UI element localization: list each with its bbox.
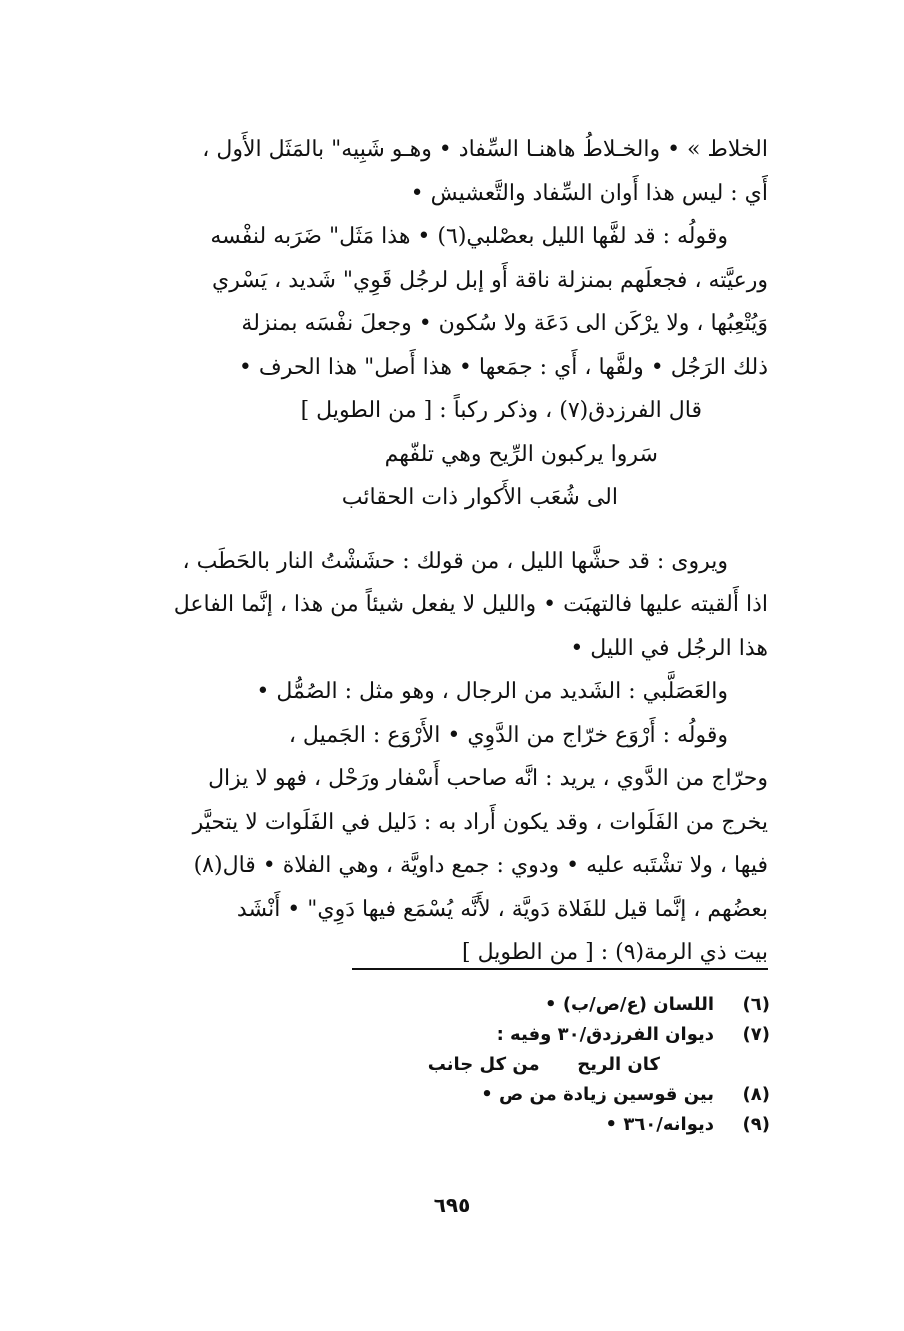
text-line: ذلك الرَجُل • ولفَّها ، أَي : جمَعها • هذا أَصل" هذا الحرف •: [238, 354, 768, 380]
text-line: وقولُه : أَرْوَع خرّاج من الدَّوِي • الأَرْوَع : الجَميل ،: [288, 722, 728, 748]
footnote: [200, 1080, 770, 1110]
verse-intro-line: قال الفرزدق(٧) ، وذكر ركباً : [ من الطويل ]: [300, 398, 702, 423]
footnote: [200, 1020, 770, 1050]
text-line: فيها ، ولا تشْتَبه عليه • ودوي : جمع داويَّة ، وهي الفلاة • قال(٨): [193, 853, 768, 878]
footnote-text: بين قوسين زيادة من ص •: [481, 1084, 714, 1105]
text-line: الخلاط » • والخـلاطُ هاهنـا السِّفاد • وهـو شَبِيه" بالمَثَل الأَول ،: [202, 137, 768, 162]
footnote-continuation: [200, 1050, 770, 1080]
footnote-number: (٧): [742, 1024, 770, 1045]
page-number: ٦٩٥: [433, 1193, 471, 1217]
footnote-divider: [352, 968, 768, 970]
text-line: وحرّاج من الدَّوي ، يريد : انَّه صاحب أَسْفار ورَحْل ، فهو لا يزال: [208, 766, 768, 791]
verse-line: سَروا يركبون الرِّيح وهي تلفّهم: [384, 441, 658, 467]
footnote-text: اللسان (ع/ص/ب) •: [545, 994, 714, 1015]
text-line: والعَصَلَّبي : الشَديد من الرجال ، وهو مثل : الصُمُّل •: [256, 679, 728, 704]
text-line: هذا الرجُل في الليل •: [570, 635, 768, 661]
text-line: اذا أَلقيته عليها فالتهبَت • والليل لا يفعل شيئاً من هذا ، إنَّما الفاعل: [173, 592, 768, 617]
text-line: بعضُهم ، إنَّما قيل للفَلاة دَويَّة ، لأَنَّه يُسْمَع فيها دَوِي" • أَنْشَد: [236, 896, 768, 922]
footnote-text: ديوان الفرزدق/٣٠ وفيه :: [496, 1024, 714, 1045]
text-line: يخرج من الفَلَوات ، وقد يكون أَراد به : دَليل في الفَلَوات لا يتحيَّر: [192, 809, 768, 835]
footnote-text: ديوانه/٣٦٠ •: [605, 1114, 714, 1135]
text-line: وَيُتْعِبُها ، ولا يرْكَن الى دَعَة ولا سُكون • وجعلَ نفْسَه بمنزلة: [241, 311, 768, 336]
text-line: ويروى : قد حشَّها الليل ، من قولك : حشَشْتُ النار بالحَطَب ،: [182, 548, 728, 574]
text-line: بيت ذي الرمة(٩) : [ من الطويل ]: [462, 940, 768, 965]
footnote: [200, 990, 770, 1020]
footnote-number: (٨): [742, 1084, 770, 1105]
verse-line: الى شُعَب الأَكوار ذات الحقائب: [341, 485, 618, 510]
body-text: [108, 128, 768, 975]
footnote-text: كان الريح من كل جانب: [427, 1054, 660, 1075]
footnote: [200, 1110, 770, 1140]
footnote-number: (٩): [742, 1114, 770, 1135]
text-line: وقولُه : قد لفَّها الليل بعصْلبي(٦) • هذا مَثَل" ضَرَبه لنفْسه: [210, 224, 728, 249]
footnotes: [200, 990, 770, 1140]
footnote-number: (٦): [742, 994, 770, 1015]
text-line: أَي : ليس هذا أَوان السِّفاد والتَّعشيش •: [410, 180, 768, 206]
text-line: ورعيَّته ، فجعلَهم بمنزلة ناقة أَو إبل لرجُل قَوِي" شَديد ، يَسْري: [212, 267, 768, 293]
verse-gap: [108, 520, 768, 540]
